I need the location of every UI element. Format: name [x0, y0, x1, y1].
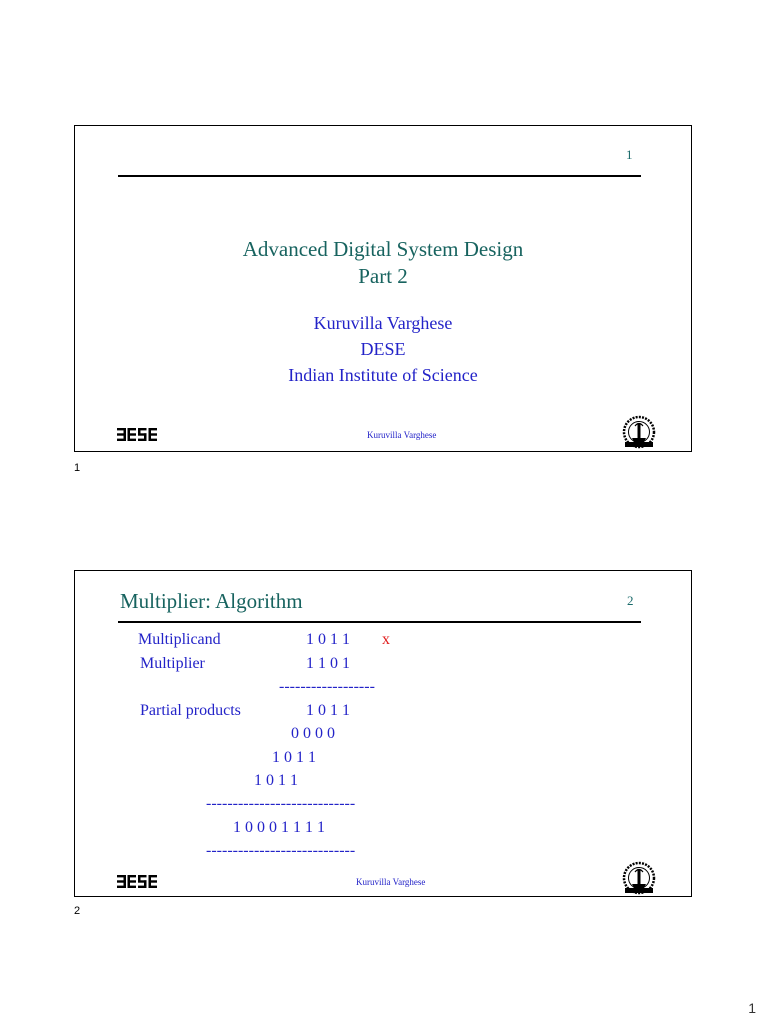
partial-row-4: 1 0 1 1: [254, 772, 298, 789]
slide-1: [74, 125, 692, 452]
slide-subtitle: Part 2: [358, 264, 408, 288]
partial-row-2: 0 0 0 0: [291, 725, 335, 742]
partial-row-1: 1 0 1 1: [306, 702, 350, 719]
footer-author: Kuruvilla Varghese: [356, 877, 426, 887]
partial-products-label: Partial products: [140, 702, 241, 719]
times-sign: x: [382, 631, 390, 648]
iisc-emblem-icon: [621, 414, 657, 450]
header-rule: [118, 175, 641, 177]
multiplier-label: Multiplier: [140, 655, 205, 672]
multiplicand-label: Multiplicand: [138, 631, 221, 648]
multiplicand-value: 1 0 1 1: [306, 631, 350, 648]
footer-author: Kuruvilla Varghese: [367, 430, 437, 440]
separator-long-1: ----------------------------: [206, 795, 356, 812]
slide-2: [74, 570, 692, 897]
slide-title: Advanced Digital System Design: [242, 237, 524, 261]
separator-long-2: ----------------------------: [206, 842, 356, 859]
multiplier-value: 1 1 0 1: [306, 655, 350, 672]
dese-logo: [117, 428, 157, 441]
page-label-1: 1: [74, 462, 81, 474]
author-name: Kuruvilla Varghese: [313, 313, 453, 333]
slide-number: 2: [627, 593, 634, 608]
slide-title: Multiplier: Algorithm: [120, 589, 303, 613]
institute: Indian Institute of Science: [288, 365, 478, 385]
department: DESE: [360, 339, 406, 359]
iisc-emblem-icon: [621, 860, 657, 896]
sheet-number: 1: [748, 1000, 756, 1016]
page-label-2: 2: [74, 905, 81, 917]
slide-number: 1: [626, 147, 633, 162]
header-rule: [118, 621, 641, 623]
dese-logo: [117, 875, 157, 888]
separator-short: ------------------: [279, 678, 375, 695]
partial-row-3: 1 0 1 1: [272, 749, 316, 766]
product-result: 1 0 0 0 1 1 1 1: [233, 819, 325, 836]
